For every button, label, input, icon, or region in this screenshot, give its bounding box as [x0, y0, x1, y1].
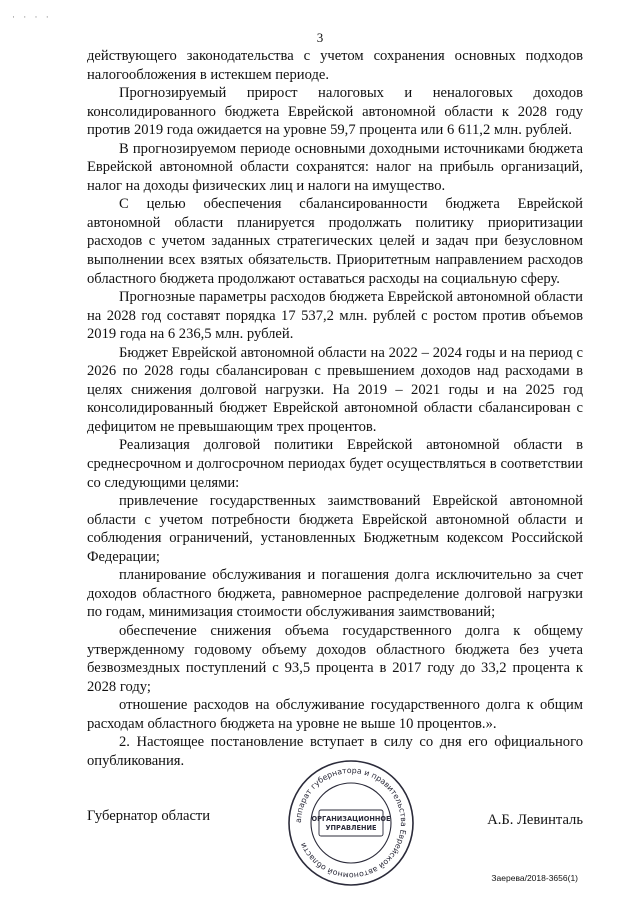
stamp-inner-ring [311, 783, 391, 863]
paragraph: действующего законодательства с учетом сохранения основных подходов налогообложения в истекшем периоде. [87, 48, 583, 83]
stamp-center-box [319, 810, 383, 836]
paragraph: В прогнозируемом периоде основными доходными источниками бюджета Еврейской автономной области сохранятся: налог на прибыль организаций, налог на доходы физических лиц и налоги на имущество. [87, 140, 583, 194]
signatory-name: А.Б. Левинталь [487, 812, 583, 828]
paragraph: Бюджет Еврейской автономной области на 2022 – 2024 годы и на период с 2026 по 2028 годы сбалансирован с превышением доходов над расходами в целях снижения долговой нагрузки. На 2019 – 2021 годы и на 2025 год консолидированный бюджет Еврейской автономной области сбалансирован с дефицитом не превышающим трех процентов. [87, 344, 583, 435]
stamp-center-line2: УПРАВЛЕНИЕ [325, 824, 377, 832]
paragraph: 2. Настоящее постановление вступает в силу со дня его официального опубликования. [87, 734, 583, 769]
signatory-position: Губернатор области [87, 808, 211, 824]
official-stamp [286, 758, 416, 888]
paragraph: Прогнозируемый прирост налоговых и неналоговых доходов консолидированного бюджета Еврейской автономной области к 2028 году против 2019 года ожидается на уровне 59,7 процента или 6 611,2 млн. рублей. [87, 85, 583, 139]
paragraph: планирование обслуживания и погашения долга исключительно за счет доходов областного бюджета, равномерное распределение долговой нагрузки по годам, минимизация стоимости обслуживания заимствований; [87, 567, 583, 621]
stamp-ring-text: аппарат губернатора и правительства Еврейской автономной области [293, 765, 409, 881]
paragraph: Прогнозные параметры расходов бюджета Еврейской автономной области на 2028 год составят порядка 17 537,2 млн. рублей с ростом против объемов 2019 года на 6 236,5 млн. рублей. [87, 289, 583, 343]
stamp-outer-ring [289, 761, 413, 885]
paragraph: отношение расходов на обслуживание государственного долга к общим расходам областного бюджета на уровне не выше 10 процентов.». [87, 697, 583, 732]
stamp-center-line1: ОРГАНИЗАЦИОННОЕ [311, 815, 391, 823]
corner-mark: · · · · [12, 12, 52, 22]
paragraph: Реализация долговой политики Еврейской автономной области в среднесрочном и долгосрочном периодах будет осуществляться в соответствии со следующими целями: [87, 437, 583, 491]
paragraph: привлечение государственных заимствований Еврейской автономной области с учетом потребности бюджета Еврейской автономной области и соблюдения ограничений, установленных Бюджетным кодексом Российской Федерации; [87, 493, 583, 565]
reference-code: Заерева/2018-3656(1) [491, 873, 578, 883]
paragraph: обеспечение снижения объема государственного долга к общему утвержденному годовому объему доходов областного бюджета без учета безвозмездных поступлений с 93,5 процента в 2017 году до 33,2 процента к 2028 году; [87, 622, 583, 695]
paragraph: С целью обеспечения сбалансированности бюджета Еврейской автономной области планируется продолжать политику приоритизации расходов с учетом заданных стратегических целей и задач при безусловном выполнении всех взятых обязательств. Приоритетным направлением расходов областного бюджета продолжают оставаться расходы на социальную сферу. [87, 196, 583, 287]
page-number: 3 [316, 30, 324, 45]
body-text [87, 47, 583, 770]
